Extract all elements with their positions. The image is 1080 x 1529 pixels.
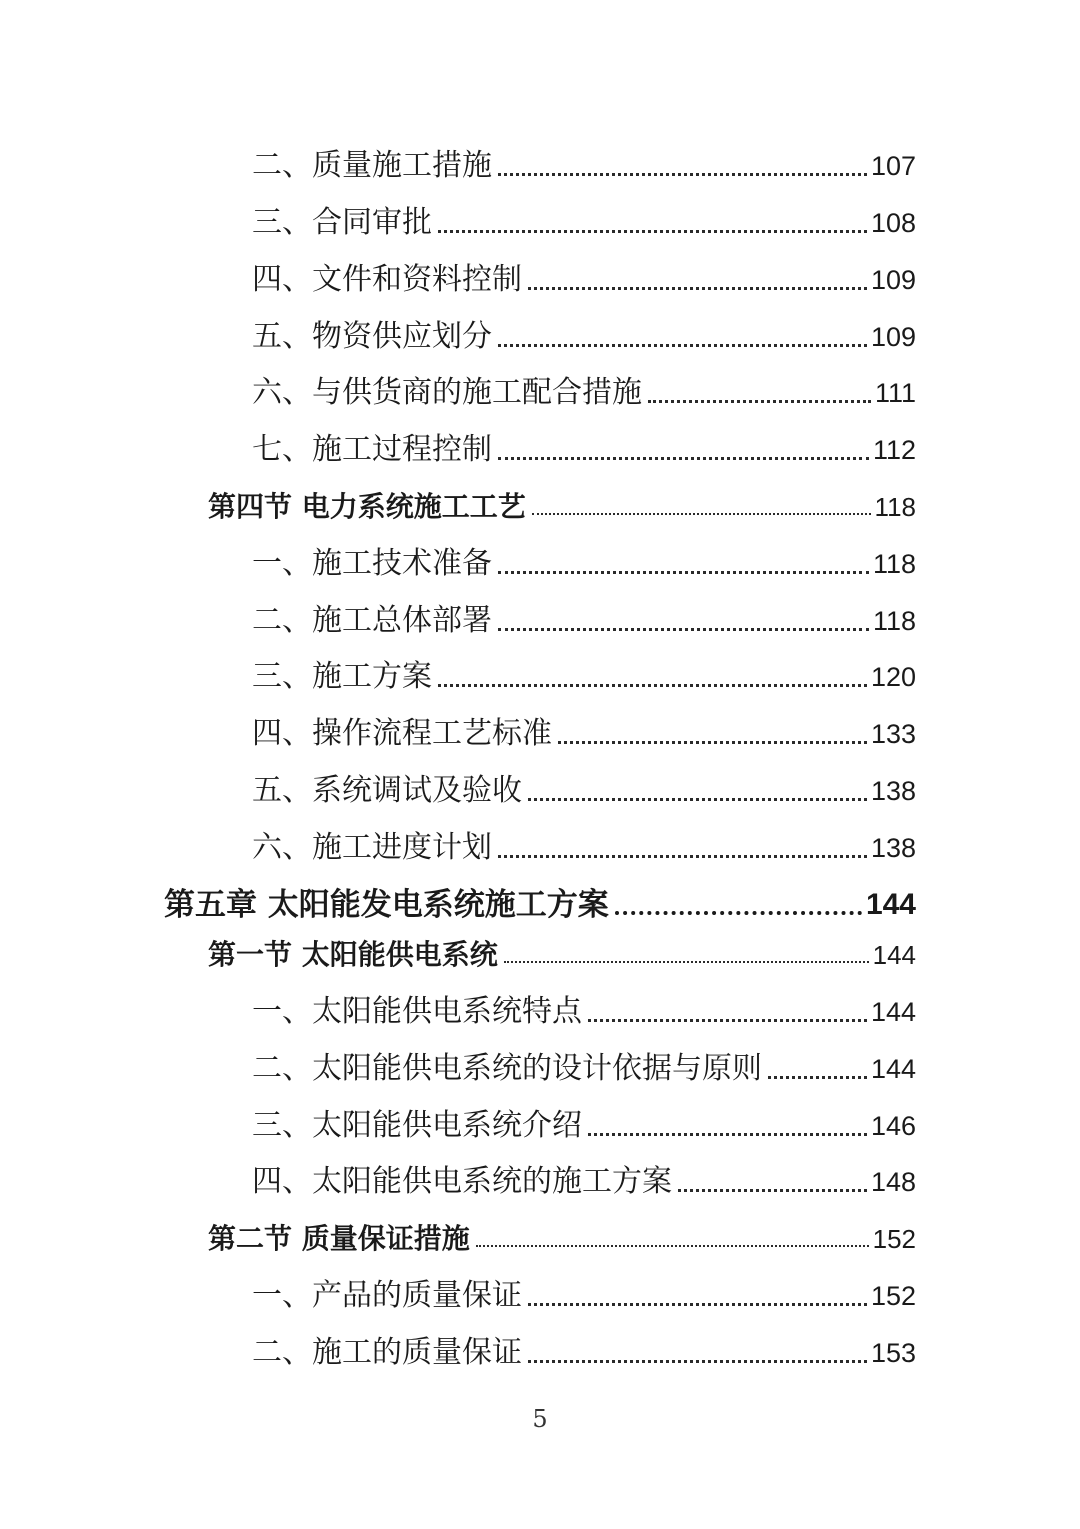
toc-entry[interactable] — [252, 585, 916, 641]
toc-entry[interactable] — [252, 1260, 916, 1316]
toc-dot-leader — [528, 798, 867, 801]
toc-dot-leader — [438, 684, 867, 687]
toc-entry-page: 118 — [874, 492, 916, 522]
toc-entry[interactable] — [252, 755, 916, 811]
toc-dot-leader — [498, 344, 867, 347]
toc-entry-page: 111 — [874, 378, 916, 408]
toc-entry[interactable] — [252, 414, 916, 470]
toc-entry-page: 144 — [870, 1054, 916, 1084]
toc-dot-leader — [498, 173, 867, 176]
toc-entry-page: 152 — [870, 1281, 916, 1311]
toc-entry-title: 一、产品的质量保证 — [252, 1278, 522, 1313]
toc-entry[interactable] — [252, 1146, 916, 1202]
toc-dot-leader — [498, 571, 869, 574]
toc-entry-title: 六、与供货商的施工配合措施 — [252, 375, 642, 410]
toc-entry-title: 一、太阳能供电系统特点 — [252, 994, 582, 1029]
toc-dot-leader — [615, 911, 862, 915]
toc-section-entry[interactable] — [208, 471, 916, 527]
toc-dot-leader — [532, 513, 871, 515]
toc-entry-title: 三、合同审批 — [252, 205, 432, 240]
toc-entry-page: 148 — [870, 1167, 916, 1197]
toc-entry[interactable] — [252, 1033, 916, 1089]
toc-entry[interactable] — [252, 698, 916, 754]
toc-entry[interactable] — [252, 130, 916, 186]
toc-entry-page: 138 — [870, 833, 916, 863]
toc-entry[interactable] — [252, 244, 916, 300]
toc-entry-page: 153 — [870, 1338, 916, 1368]
toc-entry[interactable] — [252, 1090, 916, 1146]
toc-dot-leader — [558, 741, 867, 744]
toc-entry[interactable] — [252, 528, 916, 584]
toc-entry[interactable] — [252, 1317, 916, 1373]
toc-entry-title: 三、施工方案 — [252, 659, 432, 694]
toc-dot-leader — [648, 400, 871, 403]
toc-entry-page: 133 — [870, 719, 916, 749]
toc-entry-title: 三、太阳能供电系统介绍 — [252, 1108, 582, 1143]
toc-entry[interactable] — [252, 357, 916, 413]
toc-entry-title: 第一节 太阳能供电系统 — [208, 938, 498, 971]
toc-dot-leader — [476, 1245, 869, 1247]
toc-entry-page: 107 — [870, 151, 916, 181]
toc-entry-title: 一、施工技术准备 — [252, 546, 492, 581]
toc-dot-leader — [528, 1303, 867, 1306]
toc-entry-page: 138 — [870, 776, 916, 806]
toc-entry-title: 第二节 质量保证措施 — [208, 1222, 470, 1255]
toc-entry-page: 112 — [872, 435, 916, 465]
toc-section-entry[interactable] — [208, 919, 916, 975]
toc-entry-title: 第五章 太阳能发电系统施工方案 — [164, 887, 609, 923]
toc-dot-leader — [528, 287, 867, 290]
toc-entry-page: 118 — [872, 606, 916, 636]
toc-section-entry[interactable] — [208, 1203, 916, 1259]
toc-entry-title: 六、施工进度计划 — [252, 830, 492, 865]
toc-entry[interactable] — [252, 187, 916, 243]
toc-entry-page: 144 — [865, 888, 916, 921]
toc-dot-leader — [678, 1189, 867, 1192]
page-number: 5 — [532, 1405, 548, 1433]
toc-entry-page: 109 — [870, 265, 916, 295]
toc-entry[interactable] — [252, 812, 916, 868]
toc-dot-leader — [498, 855, 867, 858]
toc-entry-title: 五、系统调试及验收 — [252, 773, 522, 808]
toc-entry-title: 七、施工过程控制 — [252, 432, 492, 467]
toc-entry-title: 二、施工的质量保证 — [252, 1335, 522, 1370]
toc-entry[interactable] — [252, 976, 916, 1032]
toc-entry-page: 108 — [870, 208, 916, 238]
toc-entry-page: 146 — [870, 1111, 916, 1141]
toc-entry-title: 二、施工总体部署 — [252, 603, 492, 638]
toc-entry[interactable] — [252, 301, 916, 357]
toc-entry-page: 144 — [872, 940, 916, 970]
toc-entry-page: 118 — [872, 549, 916, 579]
toc-entry-title: 四、太阳能供电系统的施工方案 — [252, 1164, 672, 1199]
toc-dot-leader — [504, 961, 869, 963]
toc-entry-title: 二、太阳能供电系统的设计依据与原则 — [252, 1051, 762, 1086]
toc-entry-title: 五、物资供应划分 — [252, 319, 492, 354]
toc-dot-leader — [588, 1019, 867, 1022]
toc-dot-leader — [498, 628, 869, 631]
toc-entry[interactable] — [252, 641, 916, 697]
toc-dot-leader — [528, 1360, 867, 1363]
toc-entry-page: 152 — [872, 1224, 916, 1254]
toc-dot-leader — [768, 1076, 867, 1079]
toc-entry-page: 144 — [870, 997, 916, 1027]
toc-dot-leader — [588, 1133, 867, 1136]
toc-entry-title: 二、质量施工措施 — [252, 148, 492, 183]
toc-dot-leader — [438, 230, 867, 233]
toc-entry-page: 109 — [870, 322, 916, 352]
toc-entry-title: 四、文件和资料控制 — [252, 262, 522, 297]
toc-chapter-entry[interactable] — [164, 869, 916, 925]
toc-entry-page: 120 — [870, 662, 916, 692]
toc-entry-title: 第四节 电力系统施工工艺 — [208, 490, 526, 523]
toc-dot-leader — [498, 457, 869, 460]
toc-entry-title: 四、操作流程工艺标准 — [252, 716, 552, 751]
